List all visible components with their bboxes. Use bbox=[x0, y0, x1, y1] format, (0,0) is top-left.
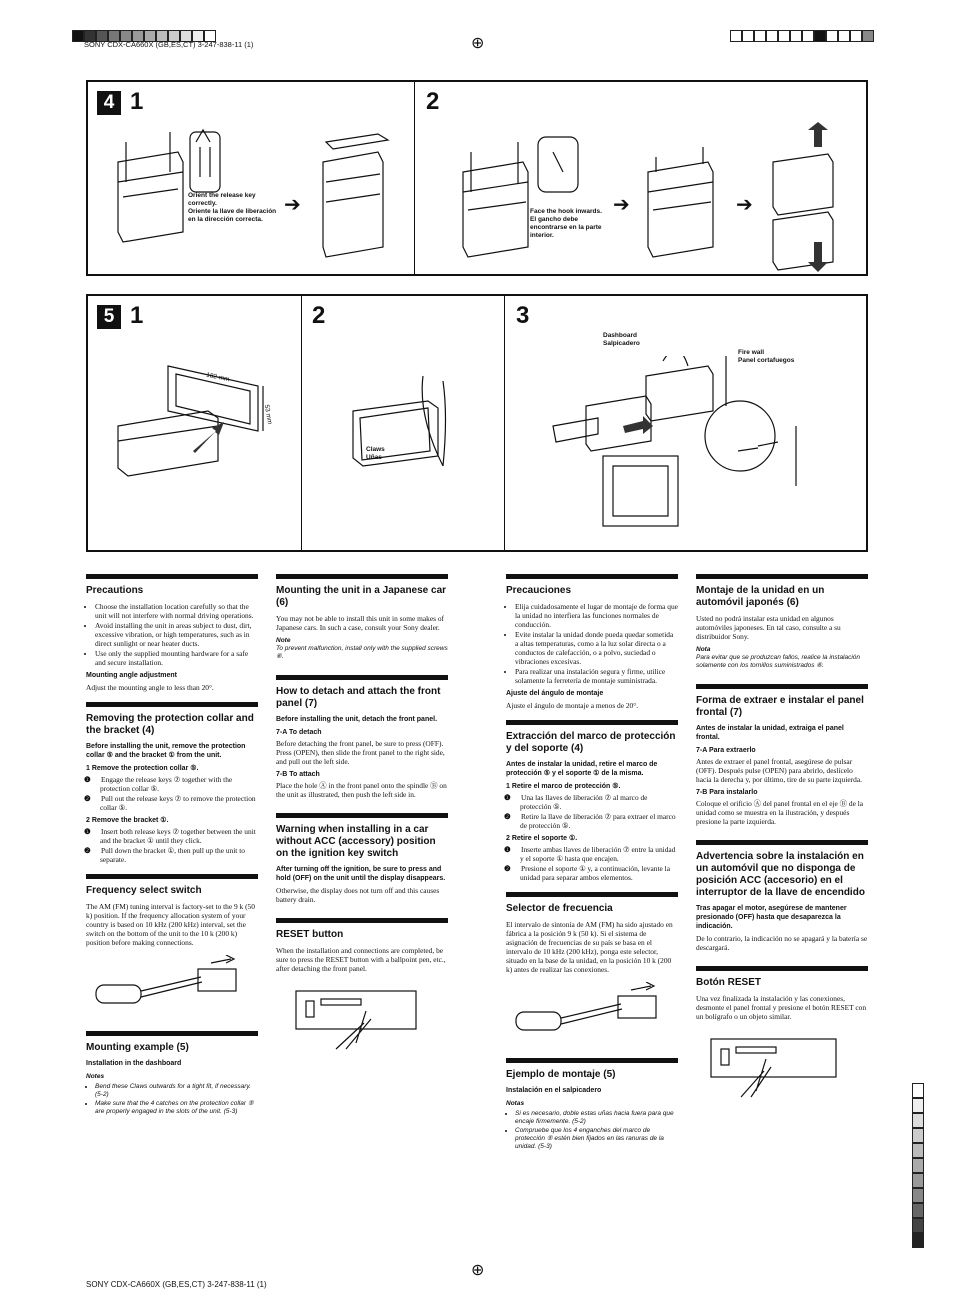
intro-text: Before installing the unit, detach the front panel. bbox=[276, 716, 438, 723]
list-item: • Avoid installing the unit in areas subject to dust, dirt, excessive vibration, or high temperatures, such as in direct sunlight or near heater ducts. bbox=[95, 621, 258, 648]
section-title: Mounting example (5) bbox=[86, 1042, 189, 1053]
note-text: To prevent malfunction, install only with the supplied screws ⑥. bbox=[276, 645, 448, 660]
warning-bold: Tras apagar el motor, asegúrese de mantener presionado (OFF) hasta que desaparezca la indicación. bbox=[696, 905, 847, 930]
step-number: 2 bbox=[426, 88, 440, 115]
arrow-right-icon: ➔ bbox=[736, 192, 753, 216]
figure-5-illustration bbox=[98, 356, 868, 546]
section-title: Precauciones bbox=[506, 585, 572, 596]
paragraph: Una vez finalizada la instalación y las conexiones, desmonte el panel frontal y presione el botón RESET con un bolígrafo o un objeto similar. bbox=[696, 994, 867, 1021]
paragraph: De lo contrario, la indicación no se apagará y la batería se descargará. bbox=[696, 934, 868, 952]
intro-text: Antes de instalar la unidad, extraiga el panel frontal. bbox=[696, 725, 844, 741]
section-title: Advertencia sobre la instalación en un automóvil que no disponga de posición ACC (accesorio) en el interruptor de la llave de encendido bbox=[696, 851, 865, 898]
step-text: Inserte ambas llaves de liberación ⑦ entre la unidad y el soporte ① hasta que encajen. bbox=[520, 845, 676, 863]
header-top-text: SONY CDX-CA660X (GB,ES,CT) 3-247-838-11 (1) bbox=[84, 40, 254, 49]
arrow-right-icon: ➔ bbox=[613, 192, 630, 216]
section-title: Mounting the unit in a Japanese car (6) bbox=[276, 585, 447, 608]
section-title: Warning when installing in a car without ACC (accessory) position on the ignition key switch bbox=[276, 824, 436, 859]
figure-badge: 4 bbox=[97, 91, 121, 115]
step-number: 3 bbox=[516, 302, 530, 329]
paragraph: The AM (FM) tuning interval is factory-set to the 9 k (50 k) position. If the frequency allocation system of your country is based on 10 kHz (200 kHz) interval, set the switch on the bottom of the unit to the 10 k (200 k) position before making connections. bbox=[86, 902, 255, 947]
callout-text: Orient the release key correctly. bbox=[188, 192, 256, 207]
subheading: Mounting angle adjustment bbox=[86, 672, 177, 679]
section-title: Removing the protection collar and the bracket (4) bbox=[86, 713, 254, 736]
step-text: Pull down the bracket ①, then pull up the unit to separate. bbox=[100, 846, 245, 864]
subsection-label: 7-A To detach bbox=[276, 729, 322, 736]
reset-button-illustration bbox=[696, 1029, 856, 1099]
paragraph: Place the hole Ⓐ in the front panel onto the spindle Ⓑ on the unit as illustrated, then push the left side in. bbox=[276, 781, 447, 799]
step-text: Una las llaves de liberación ⑦ al marco de protección ⑤. bbox=[520, 793, 648, 811]
step-text: Insert both release keys ⑦ together between the unit and the bracket ① until they click. bbox=[100, 827, 256, 845]
step-heading: 2 Retire el soporte ①. bbox=[506, 835, 578, 842]
figure-4-panel bbox=[86, 80, 868, 276]
list-item: • Choose the installation location carefully so that the unit will not interfere with normal driving operations. bbox=[95, 602, 258, 620]
paragraph: Otherwise, the display does not turn off and this causes battery drain. bbox=[276, 886, 440, 904]
claws-label-es: Uñas bbox=[366, 454, 382, 461]
registration-mark-icon: ⊕ bbox=[471, 1260, 485, 1279]
paragraph: Ajuste el ángulo de montaje a menos de 20°. bbox=[506, 701, 639, 710]
dashboard-label: Dashboard bbox=[603, 332, 637, 339]
step-heading: 2 Remove the bracket ①. bbox=[86, 817, 169, 824]
callout-text: Face the hook inwards. bbox=[530, 208, 602, 215]
note-item: • Bend these Claws outwards for a tight fit, if necessary. (5-2) bbox=[95, 1083, 258, 1099]
section-title: Montaje de la unidad en un automóvil japonés (6) bbox=[696, 585, 825, 608]
dashboard-label-es: Salpicadero bbox=[603, 340, 640, 347]
reset-button-illustration bbox=[276, 981, 436, 1051]
step-number: 2 bbox=[312, 302, 326, 329]
note-heading: Nota bbox=[696, 646, 711, 653]
dimension-height: 53 mm bbox=[262, 404, 274, 425]
footer-text: SONY CDX-CA660X (GB,ES,CT) 3-247-838-11 (1) bbox=[86, 1280, 267, 1289]
note-heading: Note bbox=[276, 637, 291, 644]
paragraph: Usted no podrá instalar esta unidad en algunos automóviles japoneses. En tal caso, consulte a su distribuidor Sony. bbox=[696, 614, 841, 641]
intro-text: Before installing the unit, remove the protection collar ⑤ and the bracket ① from the unit. bbox=[86, 743, 246, 759]
paragraph: Before detaching the front panel, be sure to press (OFF). Press (OPEN), then slide the front panel to the right side, and pull out the left side. bbox=[276, 739, 445, 766]
subsection-label: 7-B Para instalarlo bbox=[696, 789, 758, 796]
subsection-label: 7-A Para extraerlo bbox=[696, 747, 756, 754]
list-item: • Evite instalar la unidad donde pueda quedar sometida a altas temperaturas, como a la luz solar directa o a conductos de calefacción, o a polvo, suciedad o vibraciones excesivas. bbox=[515, 630, 678, 666]
paragraph: You may not be able to install this unit in some makes of Japanese cars. In such a case, consult your Sony dealer. bbox=[276, 614, 444, 632]
paragraph: When the installation and connections are completed, be sure to press the RESET button with a ballpoint pen, etc., after detaching the front panel. bbox=[276, 946, 446, 973]
section-title: Forma de extraer e instalar el panel frontal (7) bbox=[696, 695, 864, 718]
step-text: Pull out the release keys ⑦ to remove the protection collar ⑤. bbox=[100, 794, 256, 812]
step-number: 1 bbox=[130, 302, 144, 329]
color-bar-right bbox=[730, 30, 874, 42]
step-heading: 1 Remove the protection collar ⑤. bbox=[86, 765, 199, 772]
subheading: Instalación en el salpicadero bbox=[506, 1087, 602, 1094]
section-title: Frequency select switch bbox=[86, 885, 202, 896]
notes-heading: Notes bbox=[86, 1073, 105, 1080]
list-item: • Elija cuidadosamente el lugar de montaje de forma que la unidad no interfiera las funciones normales de conducción. bbox=[515, 602, 678, 629]
figure-badge: 5 bbox=[97, 305, 121, 329]
section-title: How to detach and attach the front panel (7) bbox=[276, 686, 441, 709]
list-item: • Para realizar una instalación segura y firme, utilice solamente la ferretería de montaje suministrada. bbox=[515, 667, 678, 685]
section-title: Extracción del marco de protección y del soporte (4) bbox=[506, 731, 676, 754]
paragraph: El intervalo de sintonía de AM (FM) ha sido ajustado en fábrica a la posición 9 k (50 k). Si el sistema de asignación de frecuencias de su país se basa en el intervalo de 10 kHz (200 kHz), ponga este selector, situado en la base de la unidad, en la posición 10 k (200 k) antes de realizar las conexiones. bbox=[506, 920, 673, 974]
callout-text-es: El gancho debe encontrarse en la parte interior. bbox=[530, 216, 602, 239]
column-es-1: Precauciones • Elija cuidadosamente el lugar de montaje de forma que la unidad no interfiera las funciones normales de conducción. • Evite instalar la unidad donde pueda quedar sometida a altas temperaturas, como a la luz solar directa o a conductos de calefacción, o a polvo, suciedad o vibraciones excesivas. • Para realizar una instalación segura y firme, utilice solamente la ferretería de montaje suministrada. Ajuste del ángulo de montaje Ajuste el ángulo de montaje a menos de 20°. Extracción del marco de protección y del soporte (4) Antes de instalar la unidad, retire el marco de protección ⑤ y el soporte ① de la misma. 1 Retire el marco de protección ⑤. ❶ Una las llaves de liberación ⑦ al marco de protección ⑤. ❷ Retire la llave de liberación ⑦ para extraer el marco de protección ⑤. 2 Retire el soporte ①. ❶ Inserte ambas llaves de liberación ⑦ entre la unidad y el soporte ① hasta que encajen. ❷ Presione el soporte ① y, a continuación, levante la unidad para separar ambos elementos. Selector de frecuencia El intervalo de sintonía de AM (FM) ha sido ajustado en fábrica a la posición 9 k (50 k). Si el sistema de asignación de frecuencias de su país se basa en el intervalo de 10 kHz (200 kHz), ponga este selector, situado en la base de la unidad, en la posición 10 k (200 k) antes de realizar las conexiones. Ejemplo de montaje (5) Instalación en el salpicadero Notas • Si es necesario, doble estas uñas hacia fuera para que encaje firmemente. (5-2) • Compruebe que los 4 enganches del marco de protección ⑤ estén bien fijados en las ranuras de la unidad. (5-3) bbox=[506, 574, 678, 1153]
note-item: • Make sure that the 4 catches on the protection collar ⑤ are properly engaged in the slots of the unit. (5-3) bbox=[95, 1100, 258, 1116]
column-en-2 bbox=[276, 574, 448, 1057]
section-title: Precautions bbox=[86, 585, 144, 596]
step-heading: 1 Retire el marco de protección ⑤. bbox=[506, 783, 621, 790]
screwdriver-illustration bbox=[86, 955, 246, 1015]
callout-text-es: Oriente la llave de liberación en la dirección correcta. bbox=[188, 208, 277, 223]
step-text: Engage the release keys ⑦ together with the protection collar ⑤. bbox=[100, 775, 233, 793]
step-text: Retire la llave de liberación ⑦ para extraer el marco de protección ⑤. bbox=[520, 812, 676, 830]
note-item: • Si es necesario, doble estas uñas hacia fuera para que encaje firmemente. (5-2) bbox=[515, 1110, 678, 1126]
screwdriver-illustration bbox=[506, 982, 666, 1042]
section-title: Selector de frecuencia bbox=[506, 903, 613, 914]
step-text: Presione el soporte ① y, a continuación, levante la unidad para separar ambos elementos. bbox=[520, 864, 670, 882]
grayscale-strip bbox=[912, 1083, 924, 1248]
subheading: Ajuste del ángulo de montaje bbox=[506, 690, 604, 697]
firewall-label-es: Panel cortafuegos bbox=[738, 357, 795, 364]
note-text: Para evitar que se produzcan fallos, realice la instalación solamente con los tornillos suministrados ⑥. bbox=[696, 654, 861, 669]
intro-text: Antes de instalar la unidad, retire el marco de protección ⑤ y el soporte ① de la misma. bbox=[506, 761, 658, 777]
arrow-right-icon: ➔ bbox=[284, 192, 301, 216]
subheading: Installation in the dashboard bbox=[86, 1060, 182, 1067]
paragraph: Antes de extraer el panel frontal, asegúrese de pulsar (OFF). Después pulse (OPEN) para abrirlo, deslícelo hacia la derecha y, por último, tire de su parte izquierda. bbox=[696, 757, 862, 784]
subsection-label: 7-B To attach bbox=[276, 771, 320, 778]
dimension-width: 182 mm bbox=[205, 371, 230, 384]
section-title: Botón RESET bbox=[696, 977, 761, 988]
warning-bold: After turning off the ignition, be sure to press and hold (OFF) on the unit until the display disappears. bbox=[276, 866, 446, 882]
list-item: • Use only the supplied mounting hardware for a safe and secure installation. bbox=[95, 649, 258, 667]
note-item: • Compruebe que los 4 enganches del marco de protección ⑤ estén bien fijados en las ranuras de la unidad. (5-3) bbox=[515, 1127, 678, 1151]
paragraph: Coloque el orificio Ⓐ del panel frontal en el eje Ⓑ de la unidad como se muestra en la ilustración, y después presione la parte izquierda. bbox=[696, 799, 864, 826]
section-title: RESET button bbox=[276, 929, 344, 940]
figure-5-panel bbox=[86, 294, 868, 552]
step-number: 1 bbox=[130, 88, 144, 115]
section-title: Ejemplo de montaje (5) bbox=[506, 1069, 616, 1080]
firewall-label: Fire wall bbox=[738, 349, 765, 356]
registration-mark-icon: ⊕ bbox=[471, 33, 485, 52]
paragraph: Adjust the mounting angle to less than 20°. bbox=[86, 683, 214, 692]
column-en-1: Precautions • Choose the installation location carefully so that the unit will not interfere with normal driving operations. • Avoid installing the unit in areas subject to dust, dirt, excessive vibration, or high temperatures, such as in direct sunlight or near heater ducts. • Use only the supplied mounting hardware for a safe and secure installation. Mounting angle adjustment Adjust the mounting angle to less than 20°. Removing the protection collar and the bracket (4) Before installing the unit, remove the protection collar ⑤ and the bracket ① from the unit. 1 Remove the protection collar ⑤. ❶ Engage the release keys ⑦ together with the protection collar ⑤. ❷ Pull out the release keys ⑦ to remove the protection collar ⑤. 2 Remove the bracket ①. ❶ Insert both release keys ⑦ together between the unit and the bracket ① until they click. ❷ Pull down the bracket ①, then pull up the unit to separate. Frequency select switch The AM (FM) tuning interval is factory-set to the 9 k (50 k) position. If the frequency allocation system of your country is based on 10 kHz (200 kHz) interval, set the switch on the bottom of the unit to the 10 k (200 k) position before making connections. Mounting example (5) Installation in the dashboard Notes • Bend these Claws outwards for a tight fit, if necessary. (5-2) • Make sure that the 4 catches on the protection collar ⑤ are properly engaged in the slots of the unit. (5-3) bbox=[86, 574, 258, 1118]
column-es-2 bbox=[696, 574, 868, 1105]
claws-label: Claws bbox=[366, 446, 385, 453]
notes-heading: Notas bbox=[506, 1100, 525, 1107]
